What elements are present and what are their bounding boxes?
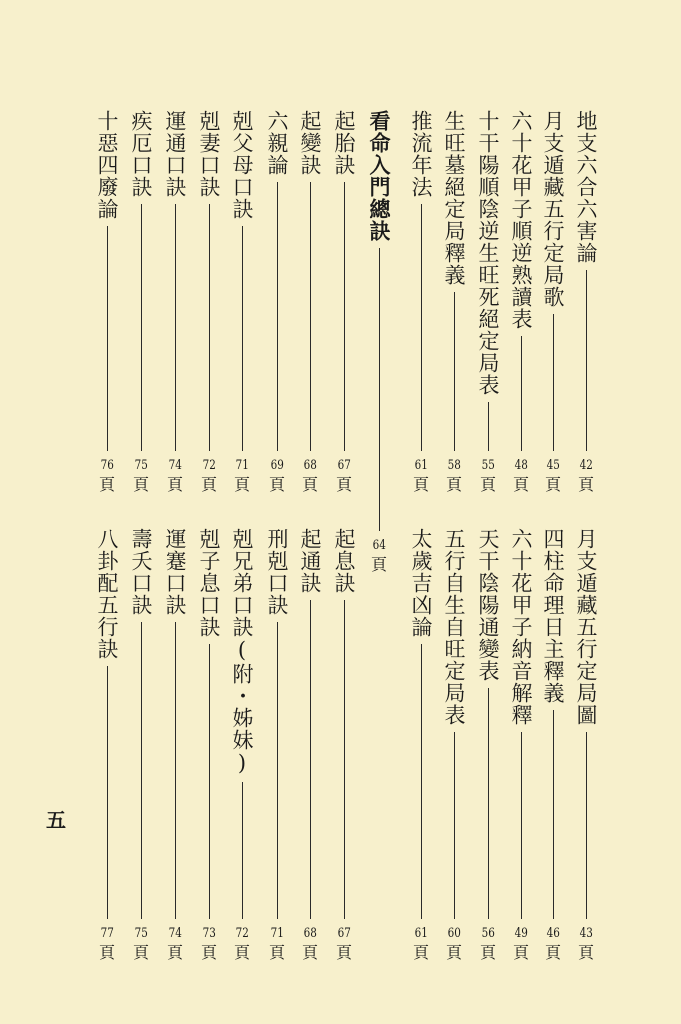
page-ref-label: 頁	[335, 943, 352, 962]
toc-entry[interactable]	[473, 110, 503, 495]
toc-entry[interactable]	[262, 110, 292, 495]
page-ref-number: 67	[337, 926, 351, 941]
leader-line	[421, 204, 422, 451]
toc-entry[interactable]	[227, 110, 257, 495]
entry-title: 起息訣	[332, 528, 356, 594]
page-ref-label: 頁	[200, 943, 217, 962]
page-ref-label: 頁	[335, 475, 352, 494]
leader-line	[586, 270, 587, 451]
toc-entry[interactable]	[92, 528, 122, 963]
page-ref-label: 頁	[268, 475, 285, 494]
page-ref-label: 頁	[132, 943, 149, 962]
entry-title: 運通口訣	[163, 110, 187, 198]
page-ref-number: 48	[514, 458, 528, 473]
leader-line	[488, 402, 489, 451]
entry-title: 六十花甲子順逆熟讀表	[509, 110, 533, 330]
page-ref-label: 頁	[544, 943, 561, 962]
leader-line	[421, 644, 422, 919]
page-ref-number: 55	[481, 458, 495, 473]
entry-title: 十干陽順陰逆生旺死絕定局表	[476, 110, 500, 396]
entry-title: 起胎訣	[332, 110, 356, 176]
page-ref-number: 64	[372, 538, 386, 553]
toc-entry[interactable]	[329, 528, 359, 963]
toc-entry[interactable]	[571, 110, 601, 495]
leader-line	[521, 732, 522, 919]
leader-line	[344, 182, 345, 451]
page-ref-label: 頁	[512, 943, 529, 962]
entry-title: 天干陰陽通變表	[476, 528, 500, 682]
page-ref-label: 頁	[166, 943, 183, 962]
page-ref-number: 45	[546, 458, 560, 473]
leader-line	[310, 600, 311, 919]
leader-line	[454, 292, 455, 451]
page-ref-number: 61	[414, 458, 428, 473]
entry-title: 刑剋口訣	[265, 528, 289, 616]
page-ref-number: 68	[303, 458, 317, 473]
page-ref-label: 頁	[98, 475, 115, 494]
entry-title: 太歲吉凶論	[409, 528, 433, 638]
page-ref-number: 72	[235, 926, 249, 941]
page-ref-label: 頁	[445, 943, 462, 962]
toc-entry[interactable]	[295, 528, 325, 963]
page-ref-number: 74	[168, 458, 182, 473]
page-ref-label: 頁	[200, 475, 217, 494]
entry-title: 剋子息口訣	[197, 528, 221, 638]
page-ref-number: 71	[270, 926, 284, 941]
page-number: 五	[46, 808, 66, 832]
entry-title: 地支六合六害論	[574, 110, 598, 264]
page-ref-number: 46	[546, 926, 560, 941]
toc-entry[interactable]	[126, 110, 156, 495]
page-ref-number: 77	[100, 926, 114, 941]
entry-title: 運蹇口訣	[163, 528, 187, 616]
leader-line	[209, 204, 210, 451]
page-ref-number: 71	[235, 458, 249, 473]
entry-title: 起通訣	[298, 528, 322, 594]
page-ref-number: 73	[202, 926, 216, 941]
toc-entry[interactable]	[364, 110, 394, 575]
leader-line	[277, 182, 278, 451]
entry-title: 五行自生自旺定局表	[442, 528, 466, 726]
page-ref-number: 72	[202, 458, 216, 473]
toc-entry[interactable]	[506, 110, 536, 495]
toc-entry[interactable]	[439, 110, 469, 495]
entry-title: 月支遁藏五行定局歌	[541, 110, 565, 308]
page-ref-label: 頁	[479, 943, 496, 962]
leader-line	[175, 204, 176, 451]
page-ref-label: 頁	[132, 475, 149, 494]
entry-title: 起變訣	[298, 110, 322, 176]
toc-entry[interactable]	[538, 528, 568, 963]
leader-line	[141, 622, 142, 919]
leader-line	[586, 732, 587, 919]
page-ref-label: 頁	[301, 943, 318, 962]
page-ref-label: 頁	[98, 943, 115, 962]
toc-entry[interactable]	[194, 110, 224, 495]
toc-entry[interactable]	[262, 528, 292, 963]
leader-line	[553, 710, 554, 919]
toc-entry[interactable]	[571, 528, 601, 963]
page-ref-label: 頁	[445, 475, 462, 494]
page-ref-label: 頁	[233, 943, 250, 962]
leader-line	[488, 688, 489, 919]
entry-title: 四柱命理日主釋義	[541, 528, 565, 704]
toc-entry[interactable]	[506, 528, 536, 963]
entry-title: 推流年法	[409, 110, 433, 198]
entry-title: 剋父母口訣	[230, 110, 254, 220]
entry-title: 生旺墓絕定局釋義	[442, 110, 466, 286]
page-ref-number: 49	[514, 926, 528, 941]
page-ref-label: 頁	[412, 475, 429, 494]
toc-entry[interactable]	[227, 528, 257, 963]
page-ref-number: 56	[481, 926, 495, 941]
page-ref-label: 頁	[268, 943, 285, 962]
leader-line	[242, 782, 243, 919]
leader-line	[141, 204, 142, 451]
leader-line	[454, 732, 455, 919]
page-ref-label: 頁	[544, 475, 561, 494]
entry-title: 剋兄弟口訣(附・姊妹)	[230, 528, 254, 776]
page-ref-label: 頁	[577, 943, 594, 962]
page-ref-number: 67	[337, 458, 351, 473]
page-ref-label: 頁	[577, 475, 594, 494]
entry-title: 剋妻口訣	[197, 110, 221, 198]
page-ref-label: 頁	[233, 475, 250, 494]
page-ref-number: 68	[303, 926, 317, 941]
page-ref-number: 75	[134, 926, 148, 941]
page-ref-label: 頁	[412, 943, 429, 962]
toc-entry[interactable]	[194, 528, 224, 963]
toc-entry[interactable]	[160, 528, 190, 963]
entry-title: 壽夭口訣	[129, 528, 153, 616]
page-ref-label: 頁	[370, 555, 387, 574]
entry-title: 六親論	[265, 110, 289, 176]
section-heading: 看命入門總訣	[367, 110, 392, 242]
leader-line	[107, 666, 108, 919]
page-ref-number: 74	[168, 926, 182, 941]
leader-line	[242, 226, 243, 451]
entry-title: 八卦配五行訣	[95, 528, 119, 660]
page-ref-number: 60	[447, 926, 461, 941]
page-ref-number: 75	[134, 458, 148, 473]
leader-line	[521, 336, 522, 451]
leader-line	[175, 622, 176, 919]
leader-line	[344, 600, 345, 919]
toc-entry[interactable]	[439, 528, 469, 963]
toc-entry[interactable]	[406, 528, 436, 963]
page-ref-label: 頁	[166, 475, 183, 494]
entry-title: 六十花甲子納音解釋	[509, 528, 533, 726]
toc-entry[interactable]	[538, 110, 568, 495]
page-ref-number: 69	[270, 458, 284, 473]
page-ref-number: 42	[579, 458, 593, 473]
leader-line	[277, 622, 278, 919]
page-ref-number: 43	[579, 926, 593, 941]
leader-line	[379, 248, 380, 531]
page-ref-number: 58	[447, 458, 461, 473]
entry-title: 月支遁藏五行定局圖	[574, 528, 598, 726]
toc-entry[interactable]	[329, 110, 359, 495]
entry-title: 十惡四廢論	[95, 110, 119, 220]
leader-line	[553, 314, 554, 451]
page-ref-label: 頁	[512, 475, 529, 494]
leader-line	[107, 226, 108, 451]
leader-line	[310, 182, 311, 451]
toc-entry[interactable]	[92, 110, 122, 495]
page-ref-number: 76	[100, 458, 114, 473]
toc-entry[interactable]	[295, 110, 325, 495]
page-ref-label: 頁	[479, 475, 496, 494]
page-ref-number: 61	[414, 926, 428, 941]
toc-entry[interactable]	[160, 110, 190, 495]
toc-entry[interactable]	[126, 528, 156, 963]
entry-title: 疾厄口訣	[129, 110, 153, 198]
leader-line	[209, 644, 210, 919]
toc-entry[interactable]	[473, 528, 503, 963]
page-ref-label: 頁	[301, 475, 318, 494]
toc-entry[interactable]	[406, 110, 436, 495]
